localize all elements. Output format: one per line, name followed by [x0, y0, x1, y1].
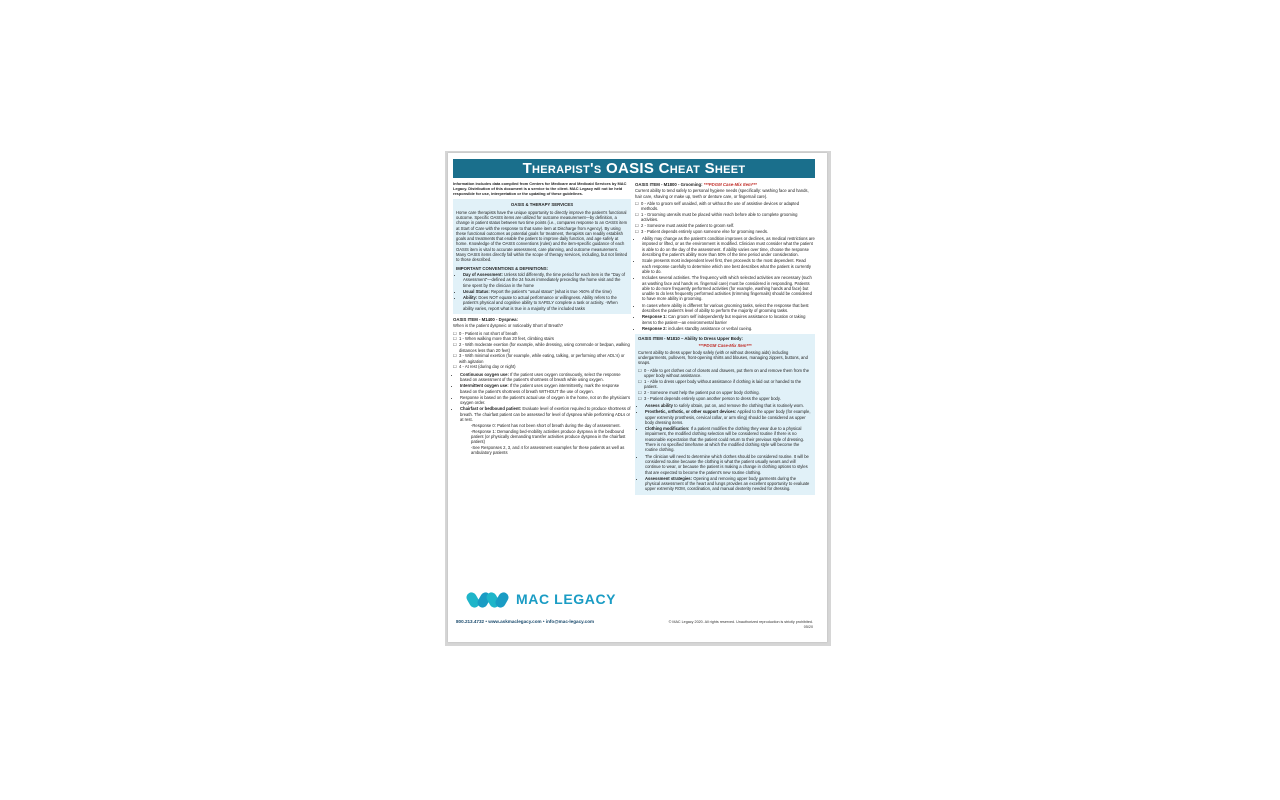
note-item: • Response 1: Can groom self independently but requires assistance to location or taking items to the patient—an environmental barrier [642, 314, 815, 325]
option-checkbox: ☐ 0 - Able to groom self unaided, with or without the use of assistive devices or adapted methods. [635, 201, 815, 212]
m1810-notes [638, 403, 812, 492]
note-item: • Assess ability to safely obtain, put on, and remove the clothing that is routinely worn. [645, 403, 812, 408]
m1400-question: When is the patient dyspneic or noticeably Short of Breath? [453, 323, 564, 329]
note-item: • Prosthetic, orthotic, or other support devices: Applied to the upper body (for example, upper extremity prosthesis, cervical collar, or arm sling) should be considered as upper body dressing items. [645, 409, 812, 425]
note-item: • Includes several activities. The frequency with which selected activities are necessary (such as washing face and hands vs. fingernail care) must be considered in responding. Patients able to do more frequently performed activities (for example, washing hands and face) but unable to do less frequently performed activities (trimming fingernails) should be considered to have more ability in grooming. [642, 275, 815, 301]
services-body: Home care therapists have the unique opportunity to directly improve the patient's functional outcome. Specific OASIS items are utilized for outcome measurement—by definition, a change in patient status between two time points (i.e., compares response to an OASIS item at Start of Care with the response to that same item at Discharge from Agency). By using these functional outcomes as potential goals for treatment, therapists can readily establish goals and treatments that enable the patient to improve daily function, and age safely at home. Knowledge of the OASIS conventions (rules) and the item-specific guidance of each OASIS item is vital to accurate assessment, care planning, and outcome measurement. Many OASIS items directly fall within the scope of therapy services, including, but not limited to those described. [456, 209, 628, 263]
mac-legacy-mark-icon [466, 588, 510, 610]
option-checkbox: ☐ 3 - With minimal exertion (for example, while eating, talking, or performing other ADL's) or with agitation [453, 353, 631, 364]
note-item: • Continuous oxygen use: If the patient uses oxygen continuously, select the response based on assessment of the patient's shortness of breath while using oxygen. [460, 372, 631, 383]
note-item: • In cases where ability is different for various grooming tasks, select the response that best describes the patient's level of ability to perform the majority of grooming tasks. [642, 303, 815, 314]
option-checkbox: ☐ 1 - When walking more than 20 feet, climbing stairs [453, 336, 631, 341]
contact-line: 800.213.4732 • www.askmaclegacy.com • info@mac-legacy.com [456, 619, 595, 624]
m1800-options [635, 201, 815, 234]
m1810-options [638, 368, 812, 401]
m1810-heading: OASIS ITEM - M1810 – Ability to Dress Upper Body: [638, 336, 743, 342]
option-checkbox: ☐ 3 - Patient depends entirely upon someone else for grooming needs. [635, 229, 815, 234]
note-item: • Intermittent oxygen use: If the patient uses oxygen intermittently, mark the response based on the patient's shortness of breath WITHOUT the use of oxygen. [460, 383, 631, 394]
m1800-section [635, 182, 815, 331]
m1400-options [453, 331, 631, 370]
note-item: • Scale presents most independent level first, then proceeds to the most dependent. Read each response carefully to determine which one best describes what the patient is currently able to do. [642, 258, 815, 274]
mac-legacy-logo [466, 588, 626, 610]
services-heading: OASIS & THERAPY SERVICES [510, 202, 574, 208]
note-item: • Response is based on the patient's actual use of oxygen in the home, not on the physician's oxygen order. [460, 395, 631, 406]
m1400-sub-notes [453, 423, 631, 455]
services-box [453, 199, 631, 314]
option-checkbox: ☐ 0 - Able to get clothes out of closets and drawers, put them on and remove them from the upper body without assistance. [638, 368, 812, 379]
option-checkbox: ☐ 2 - With moderate exertion (for example, while dressing, using commode or bedpan, walking distances less than 20 feet) [453, 342, 631, 353]
option-checkbox: ☐ 3 - Patient depends entirely upon another person to dress the upper body. [638, 396, 812, 401]
left-column [453, 182, 631, 455]
m1800-heading: OASIS ITEM - M1800 - Grooming: [635, 182, 703, 187]
document-page [448, 153, 827, 642]
right-column [635, 182, 815, 498]
note-item: • The clinician will need to determine which clothes should be considered routine. It will be considered routine because the clothing is what the patient usually wears and will continue to wear, or because the patient is making a change in clothing options to styles that are expected to become the patient's new routine clothing. [645, 454, 812, 475]
sub-note: -Response 0: Patient has not been short of breath during the day of assessment. [471, 423, 621, 429]
m1400-heading: OASIS ITEM - M1400 - Dyspnea: [453, 317, 518, 323]
intro-disclaimer: Information includes data compiled from Centers for Medicare and Medicaid Services by MAC Legacy. Distribution of this document is a service to the client. MAC Legacy will not be held responsible for use, interpretation or the updating of these guidelines. [453, 181, 627, 196]
m1810-section [635, 334, 815, 495]
m1800-question: Current ability to tend safely to personal hygiene needs (specifically: washing face and hands, hair care, shaving or make up, teeth or denture care, or fingernail care). [635, 188, 809, 199]
pdgm-tag: ***PDGM Case-Mix Item*** [698, 342, 752, 348]
convention-item: • Usual Status: Report the patient's "usual status" (what is true >50% of the time) [463, 289, 628, 294]
document-title: Therapist's OASIS Cheat Sheet [453, 159, 815, 178]
option-checkbox: ☐ 1 - Able to dress upper body without assistance if clothing is laid out or handed to the patient. [638, 379, 812, 390]
logo-text: MAC LEGACY [516, 591, 617, 607]
sub-note: -See Responses 2, 3, and 4 for assessment examples for these patients as well as ambulatory patients [471, 444, 625, 455]
option-checkbox: ☐ 4 - At rest (during day or night) [453, 364, 631, 369]
convention-item: • Day of Assessment: Unless told differently, the time period for each item is the "Day of Assessment"—defined as the 24 hours immediately preceding the home visit and the time spent by the clinician in the home [463, 272, 628, 288]
note-item: • Response 2: includes standby assistance or verbal cueing. [642, 326, 815, 331]
sub-note: -Response 1: Demanding bed-mobility activities produce dyspnea in the bedbound patient (or physically demanding transfer activities produce dyspnea in the chairfast patient) [471, 428, 626, 445]
m1400-notes [453, 372, 631, 423]
note-item: • Clothing modification: If a patient modifies the clothing they wear due to a physical impairment, the modified clothing selection will be considered routine if there is no reasonable expectation that the patient could return to their previous style of dressing. There is no specified timeframe at which the modified clothing style will become the routine clothing. [645, 426, 812, 452]
option-checkbox: ☐ 0 - Patient is not short of breath [453, 331, 631, 336]
m1400-section [453, 317, 631, 455]
m1810-question: Current ability to dress upper body safely (with or without dressing aids) including undergarments, pullovers, front-opening shirts and blouses, managing zippers, buttons, and snaps. [638, 349, 808, 366]
note-item: • Assessment strategies: Opening and removing upper body garments during the physical assessment of the heart and lungs provides an excellent opportunity to evaluate upper extremity ROM, coordination, and manual dexterity needed for dressing. [645, 476, 812, 492]
option-checkbox: ☐ 2 - Someone must assist the patient to groom self. [635, 223, 815, 228]
m1800-notes [635, 236, 815, 331]
note-item: • Ability may change as the patient's condition improves or declines, as medical restrictions are imposed or lifted, or as the environment is modified. Clinician must consider what the patient is able to do on the day of the assessment. If ability varies over time, choose the response describing the patient's ability more than 50% of the time period under consideration. [642, 236, 815, 257]
copyright-notice: © MAC Legacy 2020. All rights reserved. Unauthorized reproduction is strictly prohibited. 05/20 [668, 620, 813, 629]
note-item: • Chairfast or bedbound patient: Evaluate level of exertion required to produce shortness of breath. The chairfast patient can be assessed for level of dyspnea while performing ADLs or at rest. [460, 406, 631, 422]
option-checkbox: ☐ 2 - Someone must help the patient put on upper body clothing. [638, 390, 812, 395]
conventions-list [456, 272, 628, 311]
option-checkbox: ☐ 1 - Grooming utensils must be placed within reach before able to complete grooming activities. [635, 212, 815, 223]
conventions-heading: IMPORTANT CONVENTIONS & DEFINITIONS: [456, 265, 549, 271]
convention-item: • Ability: Does NOT equate to actual performance or willingness. Ability refers to the patient's physical and cognitive ability to SAFELY complete a task or activity. -When ability varies, report what is true in a majority of the included tasks [463, 295, 628, 311]
pdgm-tag: ***PDGM Case-Mix Item*** [703, 182, 757, 187]
